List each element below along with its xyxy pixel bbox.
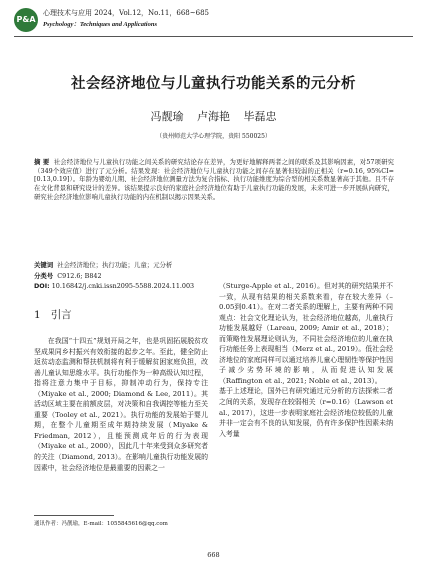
paper-title: 社会经济地位与儿童执行功能关系的元分析 xyxy=(71,76,356,92)
header-divider xyxy=(14,36,413,37)
author-affiliation: （贵州师范大学心理学院，贵阳 550025） xyxy=(156,133,271,140)
keywords-text: 社会经济地位；执行功能；儿童；元分析 xyxy=(57,261,173,269)
section-number: 1 xyxy=(34,309,41,321)
page-number: 668 xyxy=(207,551,220,559)
keywords-label: 关键词 xyxy=(34,261,54,269)
footnote-divider xyxy=(34,515,114,516)
footnote: 通讯作者：冯靓瑜，E-mail：1055845616@qq.com xyxy=(34,521,168,527)
abstract-text: 社会经济地位与儿童执行功能之间关系的研究结论存在差异，为更好地解释两者之间的联系及其影响因素，对57项研究（349个效应值）进行了元分析。结果发现：社会经济地位与儿童执行功能之间存在显著但较弱的正相关（r=0.16, 95%CI=[0.13,0.19]）。年龄为婴幼儿期、社会经济地位测量方法为复合指标、执行功能维度为综合型的相关系数显著高于其他。且不存在文化背景和研究设计的差异。该结果提示良好的家庭社会经济地位有助于儿童执行功能的发展，未来可进一步开展纵向研究，研究社会经济地位影响儿童执行功能的内在机制以揭示因果关系。 xyxy=(34,158,394,201)
keywords xyxy=(34,260,172,269)
abstract xyxy=(34,158,394,202)
journal-header-en: Psychology：Techniques and Applications xyxy=(43,21,157,28)
classification-text: C912.6; B842 xyxy=(57,272,102,280)
doi-text: 10.16842/j.cnki.issn2095-5588.2024.11.003 xyxy=(51,282,195,290)
section-title: 引言 xyxy=(50,309,72,321)
body-column-left: 在我国“十四五”规划开局之年，也是巩固拓展脱贫攻坚成果同乡村振兴有效衔接的起步之年。至此，健全防止返贫动态监测和帮扶机制将有利于缓解贫困家庭负担，改善儿童认知思维水平。执行功能作为一种高级认知过程，指将注意力集中于目标，抑制冲动行为，保持专注（Miyake et al., 2000; Diamond & Lee, 2011）。其活动区域主要在前额皮层，对决策和自我调控等能力至关重要（Tooley et al., 2021）。执行功能的发展始于婴儿期，在整个儿童期至成年期持续发展（Miyake & Friedman, 2012），且能预测成年后的行为表现（Miyake et al., 2000），因此几十年来受到众多研究者的关注（Diamond, 2013）。在影响儿童执行功能发展的因素中，社会经济地位是最重要的因素之一 xyxy=(34,337,208,472)
section-heading xyxy=(34,307,82,322)
doi-label: DOI: xyxy=(34,282,50,290)
body-column-right: （Sturge-Apple et al., 2016）。但对其的研究结果并不一致，从现有结果的相关系数来看，存在较大差异（–0.05到0.41）。在对二者关系的理解上，主要有两种不同观点：社会文化理论认为，社会经济地位越高，儿童执行功能发展越好（Lareau, 2009; Amir et al., 2018）；而策略性发展理论则认为，不同社会经济地位的儿童在执行功能任务上表现相当（Merz et al., 2019）。低社会经济地位的家庭同样可以通过培养儿童心理韧性等保护性因子减少劣势环境的影响，从而促进认知发展（Raffington et al., 2021; Noble et al., 2013）。 基于上述理论，国外已有研究通过元分析的方法探索二者之间的关系，发现存在较弱相关（r=0.16）（Lawson et al., 2017），这进一步表明家庭社会经济地位较低的儿童并非一定会有不良的认知发展，仍有许多保护性因素未纳入考量 xyxy=(219,282,393,438)
abstract-label: 摘 要 xyxy=(34,158,50,166)
journal-header-cn: 心理技术与应用 2024，Vol.12，No.11，668~685 xyxy=(43,9,209,17)
classification-label: 分类号 xyxy=(34,272,54,280)
doi xyxy=(34,282,194,290)
author-list: 冯靓瑜 卢海艳 毕磊忠 xyxy=(150,110,277,123)
journal-logo: P&A xyxy=(14,8,38,32)
classification xyxy=(34,271,102,280)
